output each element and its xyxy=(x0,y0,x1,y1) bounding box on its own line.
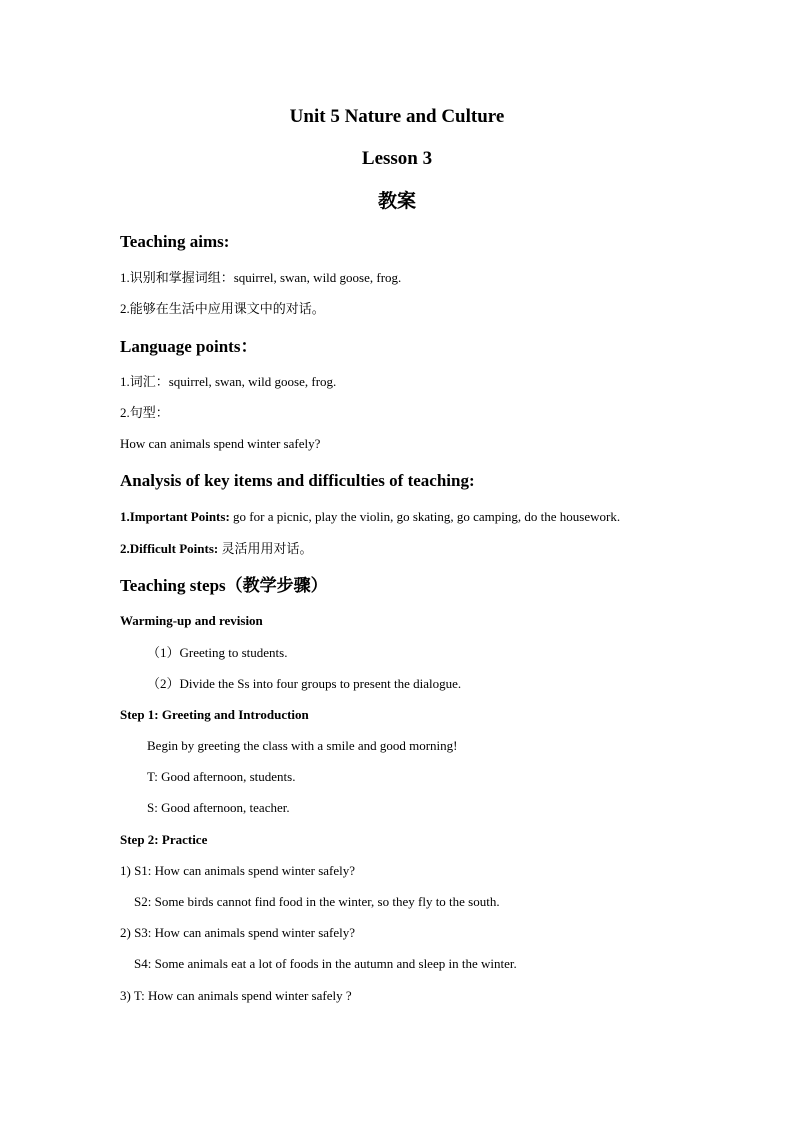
lesson-title: Lesson 3 xyxy=(361,148,433,169)
difficult-points-label: 2.Difficult Points: xyxy=(120,541,219,556)
warmup-item: （1）Greeting to students. xyxy=(147,645,288,660)
step1-item: S: Good afternoon, teacher. xyxy=(147,800,290,815)
lesson-plan-title: 教案 xyxy=(377,190,416,212)
difficult-points-text: 灵活用用对话。 xyxy=(218,541,313,556)
unit-title: Unit 5 Nature and Culture xyxy=(289,106,505,127)
step1-item: T: Good afternoon, students. xyxy=(147,769,296,784)
language-item: How can animals spend winter safely? xyxy=(120,436,321,451)
warmup-heading: Warming-up and revision xyxy=(120,613,263,628)
step2-item: 3) T: How can animals spend winter safely ? xyxy=(120,988,352,1003)
important-points-label: 1.Important Points: xyxy=(120,509,230,524)
step2-item: 2) S3: How can animals spend winter safely? xyxy=(120,925,356,940)
step1-item: Begin by greeting the class with a smile and good morning! xyxy=(147,738,458,753)
teaching-steps-heading: Teaching steps（教学步骤） xyxy=(120,576,328,595)
step2-item: S4: Some animals eat a lot of foods in the autumn and sleep in the winter. xyxy=(134,956,517,971)
step2-heading: Step 2: Practice xyxy=(120,832,208,847)
language-points-heading: Language points： xyxy=(120,337,258,356)
important-points xyxy=(120,508,620,526)
step1-heading: Step 1: Greeting and Introduction xyxy=(120,707,309,722)
language-item: 1.词汇：squirrel, swan, wild goose, frog. xyxy=(120,374,337,389)
teaching-aims-heading: Teaching aims: xyxy=(120,232,230,251)
warmup-item: （2）Divide the Ss into four groups to present the dialogue. xyxy=(147,676,462,691)
aim-item: 2.能够在生活中应用课文中的对话。 xyxy=(120,301,325,316)
aim-item: 1.识别和掌握词组：squirrel, swan, wild goose, frog. xyxy=(120,270,402,285)
analysis-heading: Analysis of key items and difficulties of teaching: xyxy=(120,471,475,490)
language-item: 2.句型： xyxy=(120,405,169,420)
step2-item: S2: Some birds cannot find food in the winter, so they fly to the south. xyxy=(134,894,500,909)
difficult-points xyxy=(120,540,312,558)
step2-item: 1) S1: How can animals spend winter safely? xyxy=(120,863,356,878)
important-points-text: go for a picnic, play the violin, go skating, go camping, do the housework. xyxy=(229,509,621,524)
